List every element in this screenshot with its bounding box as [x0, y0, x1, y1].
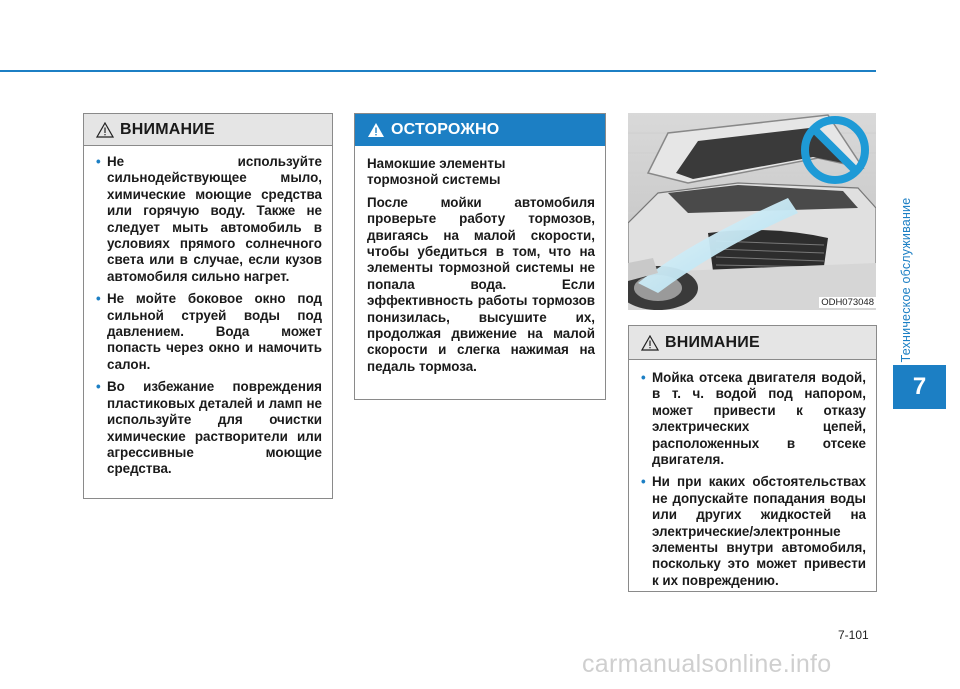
- caution-title: ВНИМАНИЕ: [120, 120, 215, 138]
- caution-box-left: [83, 113, 333, 499]
- warning-title: ОСТОРОЖНО: [391, 120, 500, 138]
- caution-body: [84, 146, 332, 490]
- section-side-title: [895, 175, 917, 385]
- warning-box: [354, 113, 606, 400]
- watermark-text: carmanualsonline.info: [582, 650, 832, 678]
- caution-header: [84, 114, 332, 146]
- engine-wash-photo: [628, 113, 876, 310]
- caution-header: [629, 326, 876, 360]
- page-number: 7-101: [838, 628, 869, 642]
- caution-item: • Не используйте сильнодействующее мыло, химические моющие средства или горячую воду. Также не следует мыть автомобиль в условиях прямого солнечного света или в случае, если кузов автомобиля сильно нагрет.: [96, 154, 322, 285]
- warning-filled-triangle-icon: [367, 122, 385, 138]
- image-caption: ODH073048: [821, 297, 874, 308]
- caution-box-right: [628, 325, 877, 592]
- side-title-text: Техническое обслуживание: [899, 197, 913, 363]
- caution-title: ВНИМАНИЕ: [665, 333, 760, 351]
- warning-heading: Намокшие элементы тормозной системы: [367, 156, 506, 188]
- warning-triangle-icon: [641, 335, 659, 351]
- warning-header: [355, 114, 605, 146]
- warning-triangle-icon: [96, 122, 114, 138]
- car-engine-illustration: [628, 113, 876, 310]
- top-rule: [0, 70, 876, 72]
- caution-item: • Во избежание повреждения пластиковых деталей и ламп не используйте для очистки химические растворители или агрессивные моющие средства.: [96, 379, 322, 477]
- warning-text: После мойки автомобиля проверьте работу тормозов, двигаясь на малой скорости, чтобы убедиться в том, что на элементы тормозной системы не попала вода. Если эффективность работы тормозов понизилась, высушите их, продолжая движение на малой скорости и слегка нажимая на педаль тормоза.: [367, 194, 595, 374]
- chapter-tab: 7: [893, 365, 946, 409]
- caution-item: • Не мойте боковое окно под сильной струей воды под давлением. Вода может попасть через окно и намочить салон.: [96, 291, 322, 373]
- caution-body: [629, 360, 876, 601]
- caution-item: • Мойка отсека двигателя водой, в т. ч. водой под напором, может привести к отказу электрических цепей, расположенных в отсеке двигателя.: [641, 370, 866, 468]
- warning-body: [355, 146, 605, 387]
- caution-item: • Ни при каких обстоятельствах не допускайте попадания воды или других жидкостей на электрические/электронные элементы внутри автомобиля, поскольку это может привести к их повреждению.: [641, 474, 866, 589]
